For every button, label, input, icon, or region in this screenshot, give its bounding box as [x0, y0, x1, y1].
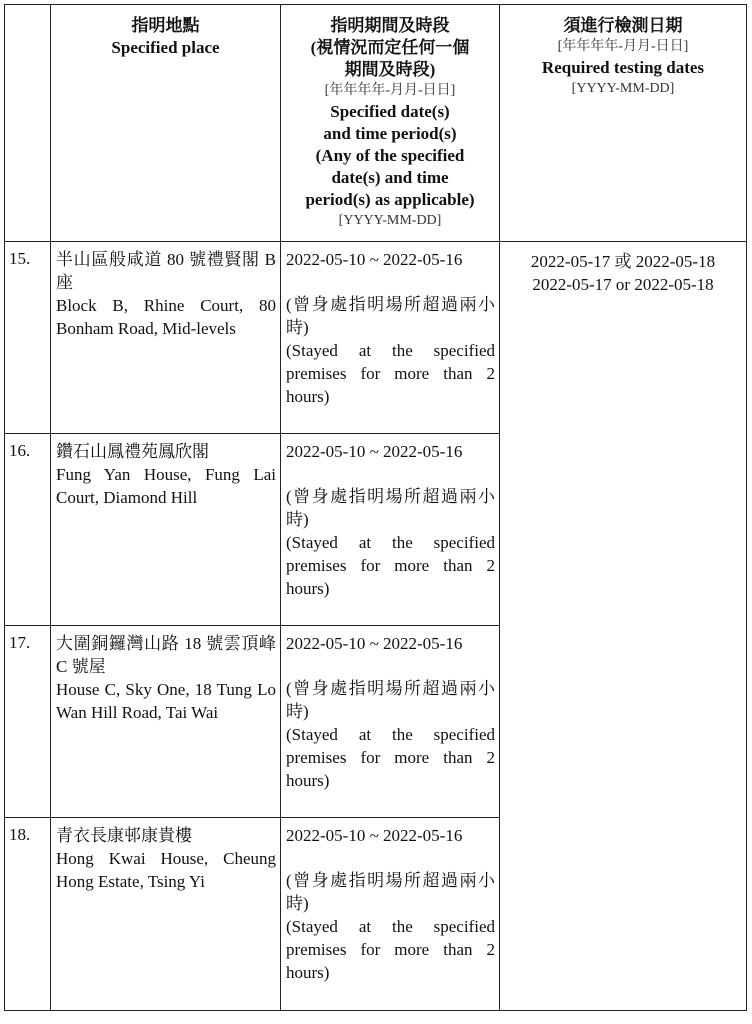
period-note-zh: (曾身處指明場所超過兩小時) — [286, 295, 495, 337]
header-period-format-zh: [年年年年-月月-日日] — [324, 83, 456, 98]
header-testing-zh: 須進行檢測日期 — [563, 16, 683, 35]
period-note-en: (Stayed at the specified premises for more than 2 hours) — [286, 341, 495, 406]
header-period-cell — [281, 5, 500, 242]
period-dates: 2022-05-10 ~ 2022-05-16 — [286, 442, 463, 461]
header-period-format-en: [YYYY-MM-DD] — [338, 213, 442, 228]
place-zh: 大圍銅鑼灣山路 18 號雲頂峰 C 號屋 — [56, 634, 276, 676]
place-cell — [51, 434, 281, 626]
header-period-zh-3: 期間及時段) — [344, 60, 436, 79]
period-note-zh: (曾身處指明場所超過兩小時) — [286, 487, 495, 529]
place-en: Block B, Rhine Court, 80 Bonham Road, Mid-levels — [56, 296, 276, 338]
period-dates: 2022-05-10 ~ 2022-05-16 — [286, 634, 463, 653]
header-period-zh-2: (視情況而定任何一個 — [310, 38, 470, 57]
document-page — [4, 4, 747, 1011]
place-en: Hong Kwai House, Cheung Hong Estate, Tsing Yi — [56, 849, 276, 891]
place-cell — [51, 626, 281, 818]
header-period-zh-1: 指明期間及時段 — [330, 16, 450, 35]
period-note-en: (Stayed at the specified premises for more than 2 hours) — [286, 725, 495, 790]
row-number-cell — [5, 242, 51, 434]
testing-dates-en: 2022-05-17 or 2022-05-18 — [532, 275, 714, 294]
header-period-en-5: period(s) as applicable) — [305, 190, 475, 209]
testing-dates-zh: 2022-05-17 或 2022-05-18 — [530, 252, 716, 271]
header-testing-en: Required testing dates — [541, 58, 705, 77]
table-header-row — [5, 5, 747, 242]
place-en: Fung Yan House, Fung Lai Court, Diamond Hill — [56, 465, 276, 507]
place-zh: 青衣長康邨康貴樓 — [56, 826, 192, 845]
header-number-cell — [5, 5, 51, 242]
place-zh: 鑽石山鳳禮苑鳳欣閣 — [56, 442, 209, 461]
header-place-cell — [51, 5, 281, 242]
period-cell — [281, 626, 500, 818]
header-testing-cell — [500, 5, 747, 242]
header-testing-format-zh: [年年年年-月月-日日] — [557, 39, 689, 54]
row-number: 15. — [9, 249, 31, 268]
place-cell — [51, 818, 281, 1011]
period-cell — [281, 818, 500, 1011]
row-number: 17. — [9, 633, 31, 652]
period-cell — [281, 434, 500, 626]
header-place-en: Specified place — [111, 38, 220, 57]
header-period-en-2: and time period(s) — [323, 124, 457, 143]
place-zh: 半山區般咸道 80 號禮賢閣 B 座 — [56, 250, 276, 292]
place-cell — [51, 242, 281, 434]
header-place-zh: 指明地點 — [131, 16, 200, 35]
row-number: 18. — [9, 825, 31, 844]
period-dates: 2022-05-10 ~ 2022-05-16 — [286, 250, 463, 269]
period-cell — [281, 242, 500, 434]
header-testing-format-en: [YYYY-MM-DD] — [571, 81, 675, 96]
testing-dates-cell — [500, 242, 747, 1011]
row-number: 16. — [9, 441, 31, 460]
period-note-en: (Stayed at the specified premises for more than 2 hours) — [286, 917, 495, 982]
row-number-cell — [5, 818, 51, 1011]
period-dates: 2022-05-10 ~ 2022-05-16 — [286, 826, 463, 845]
row-number-cell — [5, 626, 51, 818]
period-note-en: (Stayed at the specified premises for more than 2 hours) — [286, 533, 495, 598]
specified-places-table — [4, 4, 747, 1011]
row-number-cell — [5, 434, 51, 626]
header-period-en-1: Specified date(s) — [330, 102, 450, 121]
table-row — [5, 242, 747, 434]
period-note-zh: (曾身處指明場所超過兩小時) — [286, 679, 495, 721]
header-period-en-4: date(s) and time — [331, 168, 449, 187]
header-period-en-3: (Any of the specified — [315, 146, 465, 165]
place-en: House C, Sky One, 18 Tung Lo Wan Hill Road, Tai Wai — [56, 680, 276, 722]
period-note-zh: (曾身處指明場所超過兩小時) — [286, 871, 495, 913]
